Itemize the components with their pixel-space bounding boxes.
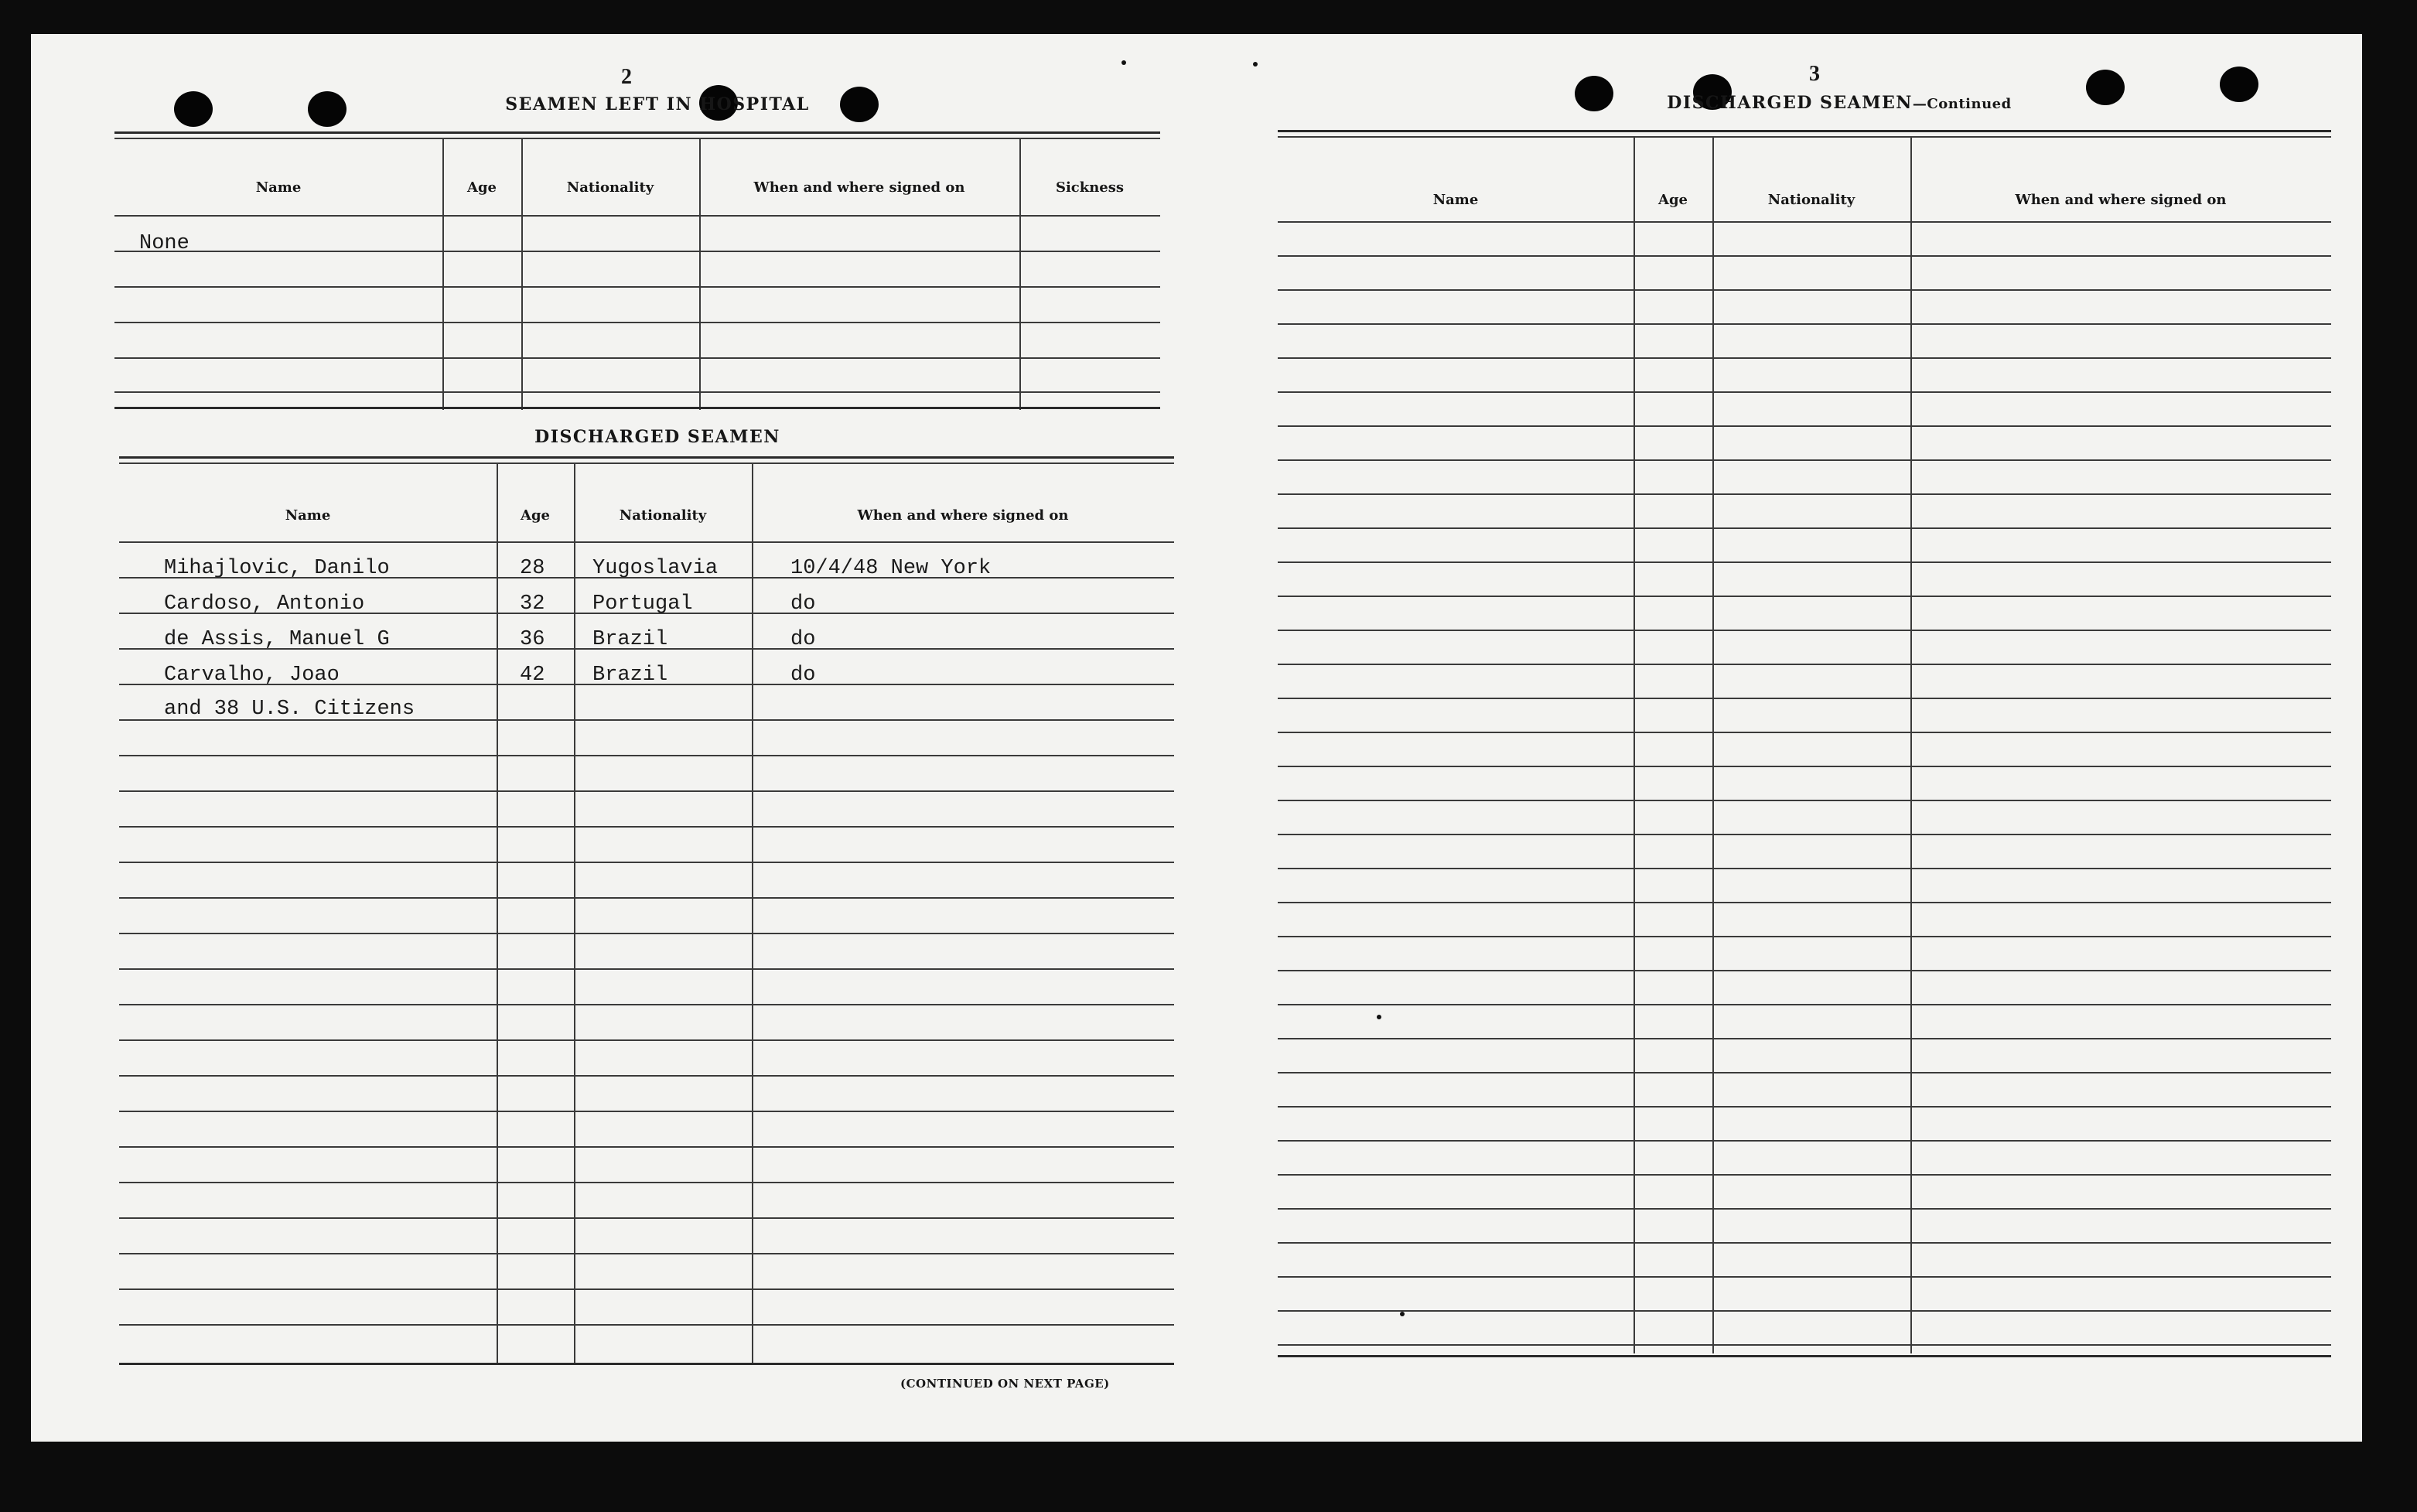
punch-hole bbox=[174, 91, 213, 127]
discharged-row-age: 36 bbox=[520, 628, 545, 651]
discharged-row-nationality: Brazil bbox=[592, 664, 668, 687]
discharged-row-name: de Assis, Manuel G bbox=[164, 628, 390, 651]
discharged-row-signed-on: do bbox=[790, 628, 816, 651]
punch-hole bbox=[2220, 67, 2258, 102]
left-page bbox=[31, 34, 1183, 1442]
document-sheet bbox=[31, 34, 2362, 1442]
discharged-col-age: Age bbox=[520, 507, 550, 524]
discharged-row-age: 32 bbox=[520, 592, 545, 616]
ink-speck bbox=[1253, 62, 1258, 67]
punch-hole bbox=[1575, 76, 1613, 111]
discharged-row-signed-on: do bbox=[790, 592, 816, 616]
discharged-section-title: DISCHARGED SEAMEN bbox=[534, 427, 780, 447]
ink-speck bbox=[1400, 1312, 1405, 1316]
discharged-row-name: Mihajlovic, Danilo bbox=[164, 557, 390, 580]
continued-col-name: Name bbox=[1432, 192, 1479, 208]
discharged-row-nationality: Portugal bbox=[592, 592, 693, 616]
continued-col-signed-on: When and where signed on bbox=[2015, 192, 2227, 208]
page-number-right: 3 bbox=[1809, 62, 1820, 86]
hospital-col-nationality: Nationality bbox=[566, 179, 654, 196]
ink-speck bbox=[1121, 60, 1126, 65]
punch-hole bbox=[308, 91, 347, 127]
discharged-continued-table bbox=[1278, 130, 2331, 1367]
discharged-col-signed-on: When and where signed on bbox=[857, 507, 1069, 524]
discharged-table bbox=[119, 456, 1174, 1380]
hospital-table bbox=[114, 131, 1160, 410]
page-number-left: 2 bbox=[621, 65, 632, 89]
continued-note: (CONTINUED ON NEXT PAGE) bbox=[900, 1377, 1110, 1391]
punch-hole bbox=[840, 87, 879, 122]
discharged-row-signed-on: 10/4/48 New York bbox=[790, 557, 992, 580]
continued-col-age: Age bbox=[1657, 192, 1688, 208]
discharged-continued-title-text: DISCHARGED SEAMEN bbox=[1667, 93, 1913, 113]
hospital-row-name: None bbox=[139, 232, 189, 255]
hospital-col-name: Name bbox=[255, 179, 302, 196]
discharged-row-name: Cardoso, Antonio bbox=[164, 592, 365, 616]
discharged-row-nationality: Brazil bbox=[592, 628, 668, 651]
continued-suffix: —Continued bbox=[1912, 96, 2012, 112]
hospital-col-age: Age bbox=[466, 179, 497, 196]
discharged-continued-title bbox=[1661, 93, 2017, 113]
discharged-col-name: Name bbox=[285, 507, 331, 524]
discharged-row-age: 42 bbox=[520, 664, 545, 687]
ink-speck bbox=[1377, 1015, 1381, 1019]
continued-col-nationality: Nationality bbox=[1767, 192, 1855, 208]
discharged-row-age: 28 bbox=[520, 557, 545, 580]
discharged-row-name: and 38 U.S. Citizens bbox=[164, 698, 415, 721]
hospital-col-sickness: Sickness bbox=[1055, 179, 1125, 196]
discharged-row-signed-on: do bbox=[790, 664, 816, 687]
hospital-col-signed-on: When and where signed on bbox=[753, 179, 965, 196]
hospital-section-title: SEAMEN LEFT IN HOSPITAL bbox=[505, 94, 810, 114]
discharged-col-nationality: Nationality bbox=[619, 507, 707, 524]
discharged-row-nationality: Yugoslavia bbox=[592, 557, 719, 580]
punch-hole bbox=[2086, 70, 2125, 105]
right-page bbox=[1238, 34, 2362, 1442]
discharged-row-name: Carvalho, Joao bbox=[164, 664, 340, 687]
